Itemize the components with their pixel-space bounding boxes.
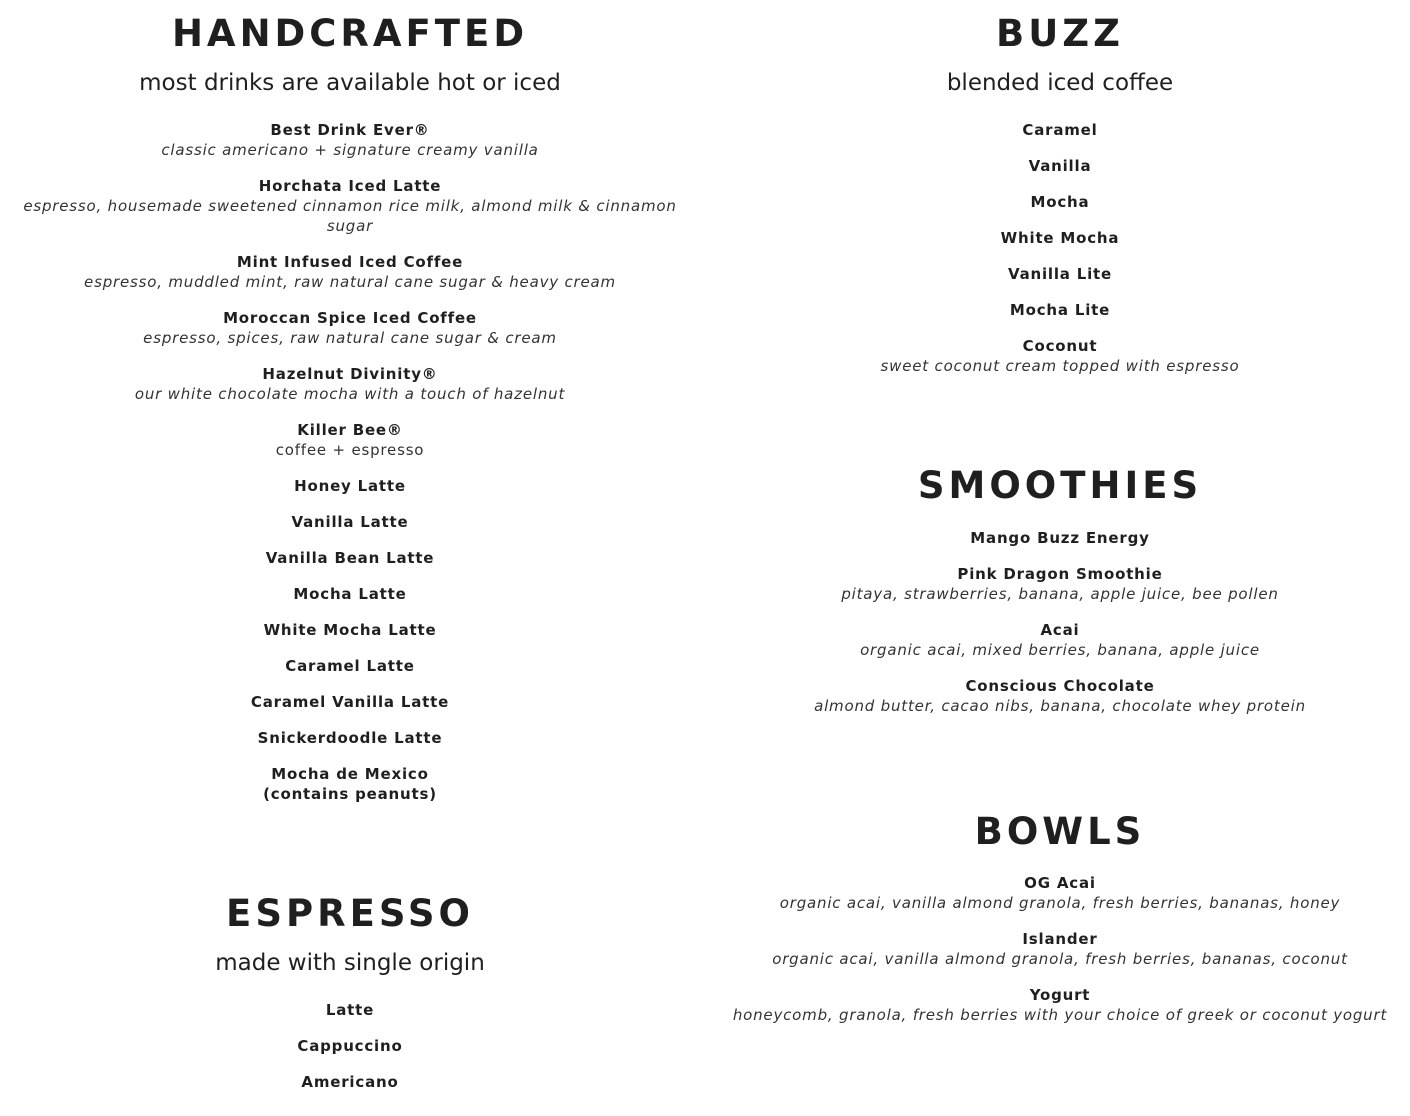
menu-item-name: Pink Dragon Smoothie — [957, 565, 1163, 583]
section-title: HANDCRAFTED — [171, 12, 529, 55]
bowls-section — [720, 810, 1400, 1041]
menu-item — [720, 336, 1400, 376]
menu-item-name: White Mocha Latte — [263, 621, 437, 639]
menu-item-list — [20, 1000, 680, 1092]
menu-item-list — [720, 120, 1400, 376]
section-subtitle: most drinks are available hot or iced — [139, 70, 561, 96]
smoothies-section — [720, 464, 1400, 732]
menu-item — [20, 476, 680, 496]
menu-item — [720, 620, 1400, 660]
buzz-section — [720, 12, 1400, 392]
section-title: BUZZ — [996, 12, 1124, 55]
menu-item-name: Vanilla Bean Latte — [265, 549, 435, 567]
menu-item-name: Honey Latte — [294, 477, 406, 495]
menu-item-description: organic acai, vanilla almond granola, fresh berries, bananas, coconut — [772, 950, 1348, 968]
menu-item-description: organic acai, mixed berries, banana, apple juice — [860, 641, 1260, 659]
section-subtitle: blended iced coffee — [946, 70, 1174, 96]
menu-item — [20, 120, 680, 160]
menu-item — [720, 676, 1400, 716]
menu-item — [20, 728, 680, 748]
menu-item-name: OG Acai — [1024, 874, 1096, 892]
menu-item — [20, 584, 680, 604]
menu-item-name: Caramel — [1022, 121, 1098, 139]
menu-item-name: Horchata Iced Latte — [258, 177, 442, 195]
menu-item — [720, 929, 1400, 969]
menu-item — [720, 564, 1400, 604]
menu-item — [20, 512, 680, 532]
menu-item — [720, 192, 1400, 212]
menu-item — [20, 1036, 680, 1056]
menu-item — [20, 1072, 680, 1092]
menu-item — [20, 364, 680, 404]
menu-item — [20, 308, 680, 348]
menu-item-name: Conscious Chocolate — [965, 677, 1155, 695]
menu-item — [720, 528, 1400, 548]
menu-item — [20, 764, 680, 804]
menu-item-list — [20, 120, 680, 804]
menu-item-name: Caramel Vanilla Latte — [250, 693, 450, 711]
menu-item-name: Latte — [325, 1001, 375, 1019]
menu-item-description: our white chocolate mocha with a touch of hazelnut — [134, 385, 566, 403]
handcrafted-section — [20, 12, 680, 820]
menu-item-description: espresso, housemade sweetened cinnamon rice milk, almond milk & cinnamon sugar — [23, 197, 677, 235]
menu-item — [720, 300, 1400, 320]
menu-item-name: Snickerdoodle Latte — [257, 729, 443, 747]
menu-item — [720, 228, 1400, 248]
menu-item-description: organic acai, vanilla almond granola, fresh berries, bananas, honey — [779, 894, 1341, 912]
menu-item-name: Vanilla Lite — [1007, 265, 1112, 283]
menu-item-name: Mint Infused Iced Coffee — [236, 253, 464, 271]
menu-item-name: Yogurt — [1029, 986, 1091, 1004]
menu-item-name: Mocha Lite — [1009, 301, 1111, 319]
menu-item — [20, 420, 680, 460]
section-title: BOWLS — [974, 810, 1146, 853]
section-title: ESPRESSO — [226, 892, 474, 935]
menu-item-name: Vanilla — [1028, 157, 1092, 175]
menu-item-description: espresso, spices, raw natural cane sugar & cream — [143, 329, 557, 347]
menu-item — [720, 120, 1400, 140]
menu-item-name: Acai — [1040, 621, 1080, 639]
menu-item-description: classic americano + signature creamy vanilla — [161, 141, 539, 159]
menu-item-name: Hazelnut Divinity® — [262, 365, 438, 383]
menu-item-description: sweet coconut cream topped with espresso — [880, 357, 1240, 375]
menu-item — [720, 873, 1400, 913]
menu-item-name: Mocha de Mexico (contains peanuts) — [263, 765, 437, 803]
menu-item-name: Cappuccino — [297, 1037, 403, 1055]
menu-item-name: Killer Bee® — [297, 421, 403, 439]
menu-item — [720, 264, 1400, 284]
menu-item-name: Best Drink Ever® — [270, 121, 430, 139]
menu-item-name: Americano — [301, 1073, 399, 1091]
menu-item — [20, 252, 680, 292]
menu-item-description: honeycomb, granola, fresh berries with your choice of greek or coconut yogurt — [732, 1006, 1388, 1024]
menu-item — [720, 985, 1400, 1025]
menu-item-list — [720, 528, 1400, 716]
section-title: SMOOTHIES — [917, 464, 1203, 507]
menu-item — [20, 176, 680, 236]
menu-item-name: Mocha Latte — [293, 585, 407, 603]
section-subtitle: made with single origin — [215, 950, 485, 976]
menu-item-name: Moroccan Spice Iced Coffee — [223, 309, 477, 327]
menu-item-name: Mango Buzz Energy — [970, 529, 1150, 547]
menu-item — [20, 692, 680, 712]
menu-item-name: Vanilla Latte — [291, 513, 409, 531]
menu-item — [20, 1000, 680, 1020]
menu-item — [20, 548, 680, 568]
menu-item-name: White Mocha — [1000, 229, 1120, 247]
espresso-section — [20, 892, 680, 1108]
menu-item-description: pitaya, strawberries, banana, apple juice, bee pollen — [841, 585, 1279, 603]
menu-item-name: Islander — [1022, 930, 1098, 948]
menu-item-name: Mocha — [1030, 193, 1090, 211]
menu-item-list — [720, 873, 1400, 1025]
menu-item-description: espresso, muddled mint, raw natural cane sugar & heavy cream — [84, 273, 616, 291]
menu-item-description: coffee + espresso — [275, 441, 425, 459]
menu-item-description: almond butter, cacao nibs, banana, chocolate whey protein — [814, 697, 1306, 715]
menu-item-name: Coconut — [1022, 337, 1098, 355]
menu-item — [720, 156, 1400, 176]
menu-item — [20, 620, 680, 640]
menu-item — [20, 656, 680, 676]
menu-item-name: Caramel Latte — [285, 657, 415, 675]
